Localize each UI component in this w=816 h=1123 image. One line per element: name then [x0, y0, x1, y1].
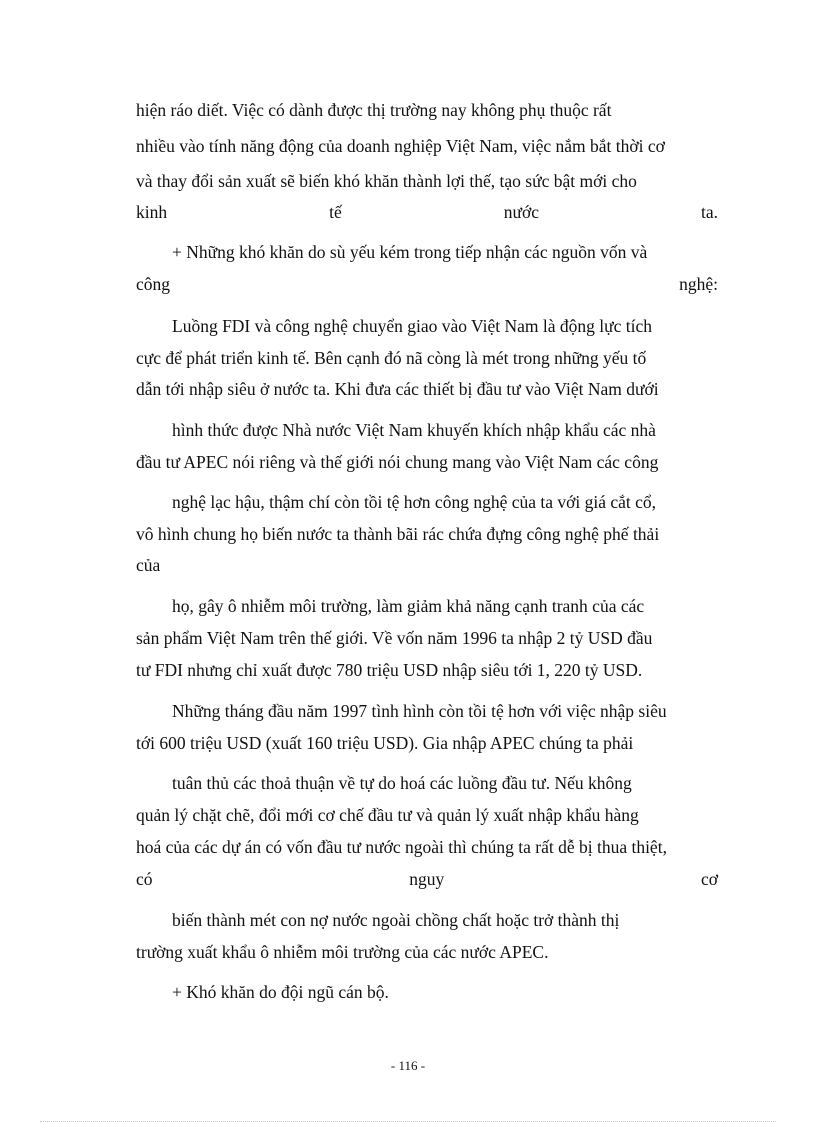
word: nghệ: [679, 274, 718, 294]
text-line: hình thức được Nhà nước Việt Nam khuyến khích nhập khẩu các nhà [172, 420, 656, 440]
text-line: hiện ráo diết. Việc có dành được thị trường nay không phụ thuộc rất [136, 100, 612, 120]
text-line: tuân thủ các thoả thuận về tự do hoá các luồng đầu tư. Nếu không [172, 773, 632, 793]
word: công [136, 274, 171, 294]
text-line: hoá của các dự án có vốn đầu tư nước ngoài thì chúng ta rất dễ bị thua thiệt, [136, 837, 667, 857]
text-line: nghệ lạc hậu, thậm chí còn tồi tệ hơn công nghệ của ta với giá cắt cổ, [172, 492, 657, 512]
text-line: tư FDI nhưng chỉ xuất được 780 triệu USD nhập siêu tới 1, 220 tỷ USD. [136, 660, 643, 680]
text-line: họ, gây ô nhiễm môi trường, làm giảm khả năng cạnh tranh của các [172, 596, 645, 616]
word: kinh [136, 202, 168, 222]
text-line: nhiều vào tính năng động của doanh nghiệp Việt Nam, việc nắm bắt thời cơ [136, 136, 665, 156]
text-line: sản phẩm Việt Nam trên thế giới. Về vốn năm 1996 ta nhập 2 tỷ USD đầu [136, 628, 653, 648]
text-line: vô hình chung họ biến nước ta thành bãi rác chứa đựng công nghệ phế thải [136, 524, 660, 544]
justified-line [136, 201, 718, 223]
text-line: cực để phát triển kinh tế. Bên cạnh đó nã còng là mét trong những yếu tố [136, 348, 647, 368]
text-line: + Những khó khăn do sù yếu kém trong tiếp nhận các nguồn vốn và [172, 242, 648, 262]
word: nước [503, 202, 539, 222]
text-line: đầu tư APEC nói riêng và thế giới nói chung mang vào Việt Nam các công [136, 452, 659, 472]
text-line: quản lý chặt chẽ, đổi mới cơ chế đầu tư và quản lý xuất nhập khẩu hàng [136, 805, 639, 825]
text-line: Những tháng đầu năm 1997 tình hình còn tồi tệ hơn với việc nhập siêu [172, 701, 667, 721]
text-line: dẫn tới nhập siêu ở nước ta. Khi đưa các thiết bị đầu tư vào Việt Nam dưới [136, 379, 659, 399]
justified-line [136, 868, 718, 890]
word: tế [329, 202, 342, 222]
text-line: tới 600 triệu USD (xuất 160 triệu USD). Gia nhập APEC chúng ta phải [136, 733, 634, 753]
text-line: của [136, 555, 161, 575]
text-line: trường xuất khẩu ô nhiễm môi trường của các nước APEC. [136, 942, 549, 962]
word: nguy [409, 869, 445, 889]
text-line: và thay đổi sản xuất sẽ biến khó khăn thành lợi thế, tạo sức bật mới cho [136, 171, 637, 191]
word: ta. [700, 202, 718, 222]
page-number: - 116 - [390, 1058, 426, 1073]
text-line: Luồng FDI và công nghệ chuyển giao vào Việt Nam là động lực tích [172, 316, 653, 336]
text-line: + Khó khăn do đội ngũ cán bộ. [172, 982, 389, 1002]
text-line: biến thành mét con nợ nước ngoài chồng chất hoặc trở thành thị [172, 910, 620, 930]
word: có [136, 869, 153, 889]
word: cơ [700, 869, 718, 889]
justified-line [136, 273, 718, 295]
page-bottom-divider [40, 1121, 776, 1122]
